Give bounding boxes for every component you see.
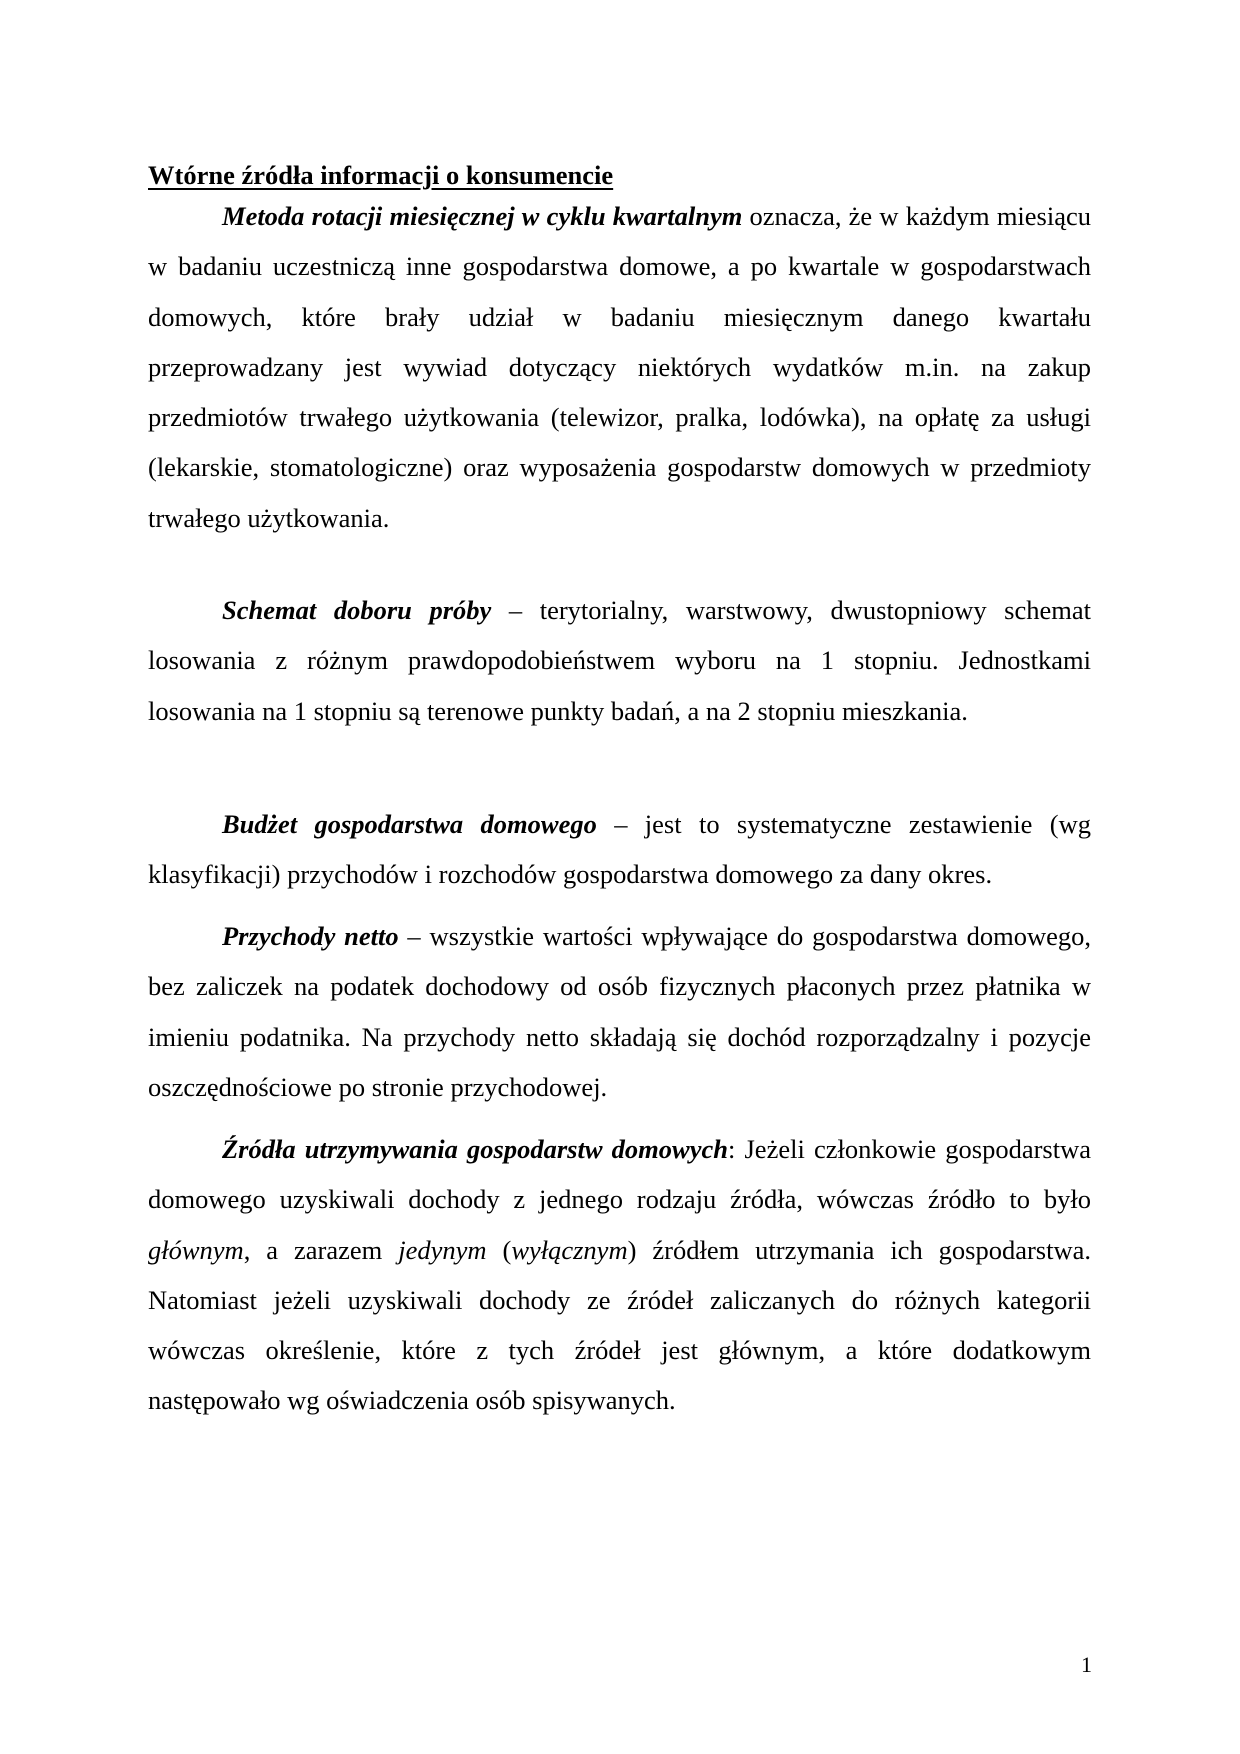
paragraph-text: ( — [486, 1234, 512, 1265]
paragraph-household-budget — [148, 799, 1091, 900]
paragraph-text: – terytorialny, warstwowy, dwustopniowy schemat losowania z różnym prawdopodobieństwem wyboru na 1 stopniu. Jednostkami losowania na 1 stopniu są terenowe punkty badań, a na 2 stopniu mieszkania. — [148, 595, 1091, 726]
paragraph-text: – jest to systematyczne zestawienie (wg klasyfikacji) przychodów i rozchodów gospodarstwa domowego za dany okres. — [148, 809, 1091, 890]
term-sources-of-living: Źródła utrzymywania gospodarstw domowych — [222, 1134, 728, 1164]
paragraph-sources-of-living — [148, 1124, 1091, 1426]
paragraph-text: oznacza, że w każdym miesiącu w badaniu uczestniczą inne gospodarstwa domowe, a po kwartale w gospodarstwach domowych, które brały udział w badaniu miesięcznym danego kwartału przeprowadzany jest wywiad dotyczący niektórych wydatków m.in. na zakup przedmiotów trwałego użytkowania (telewizor, pralka, lodówka), na opłatę za usługi (lekarskie, stomatologiczne) oraz wyposażenia gospodarstw domowych w przedmioty trwałego użytkowania. — [148, 201, 1092, 533]
page-title: Wtórne źródła informacji o konsumencie — [148, 160, 614, 190]
term-rotation-method: Metoda rotacji miesięcznej w cyklu kwartalnym — [222, 201, 743, 231]
page-number: 1 — [1081, 1652, 1092, 1677]
emphasis-main: głównym — [148, 1234, 244, 1265]
emphasis-exclusive: wyłącznym — [511, 1234, 628, 1265]
term-net-income: Przychody netto — [222, 921, 399, 951]
paragraph-text: – wszystkie wartości wpływające do gospodarstwa domowego, bez zaliczek na podatek dochodowy od osób fizycznych płaconych przez płatnika w imieniu podatnika. Na przychody netto składają się dochód rozporządzalny i pozycje oszczędnościowe po stronie przychodowej. — [148, 921, 1091, 1102]
paragraph-text: , a zarazem — [243, 1234, 399, 1265]
term-household-budget: Budżet gospodarstwa domowego — [222, 809, 597, 839]
paragraph-rotation-method — [148, 191, 1091, 543]
paragraph-text: : Jeżeli członkowie gospodarstwa domowego uzyskiwali dochody z jednego rodzaju źródła, wówczas źródło to było — [148, 1134, 1091, 1215]
paragraph-net-income — [148, 911, 1091, 1112]
emphasis-only: jedynym — [398, 1234, 487, 1265]
paragraph-sampling-scheme — [148, 585, 1091, 736]
term-sampling-scheme: Schemat doboru próby — [222, 595, 492, 625]
paragraph-text: ) źródłem utrzymania ich gospodarstwa. Natomiast jeżeli uzyskiwali dochody ze źródeł zaliczanych do różnych kategorii wówczas określenie, które z tych źródeł jest głównym, a które dodatkowym następowało wg oświadczenia osób spisywanych. — [148, 1234, 1092, 1416]
